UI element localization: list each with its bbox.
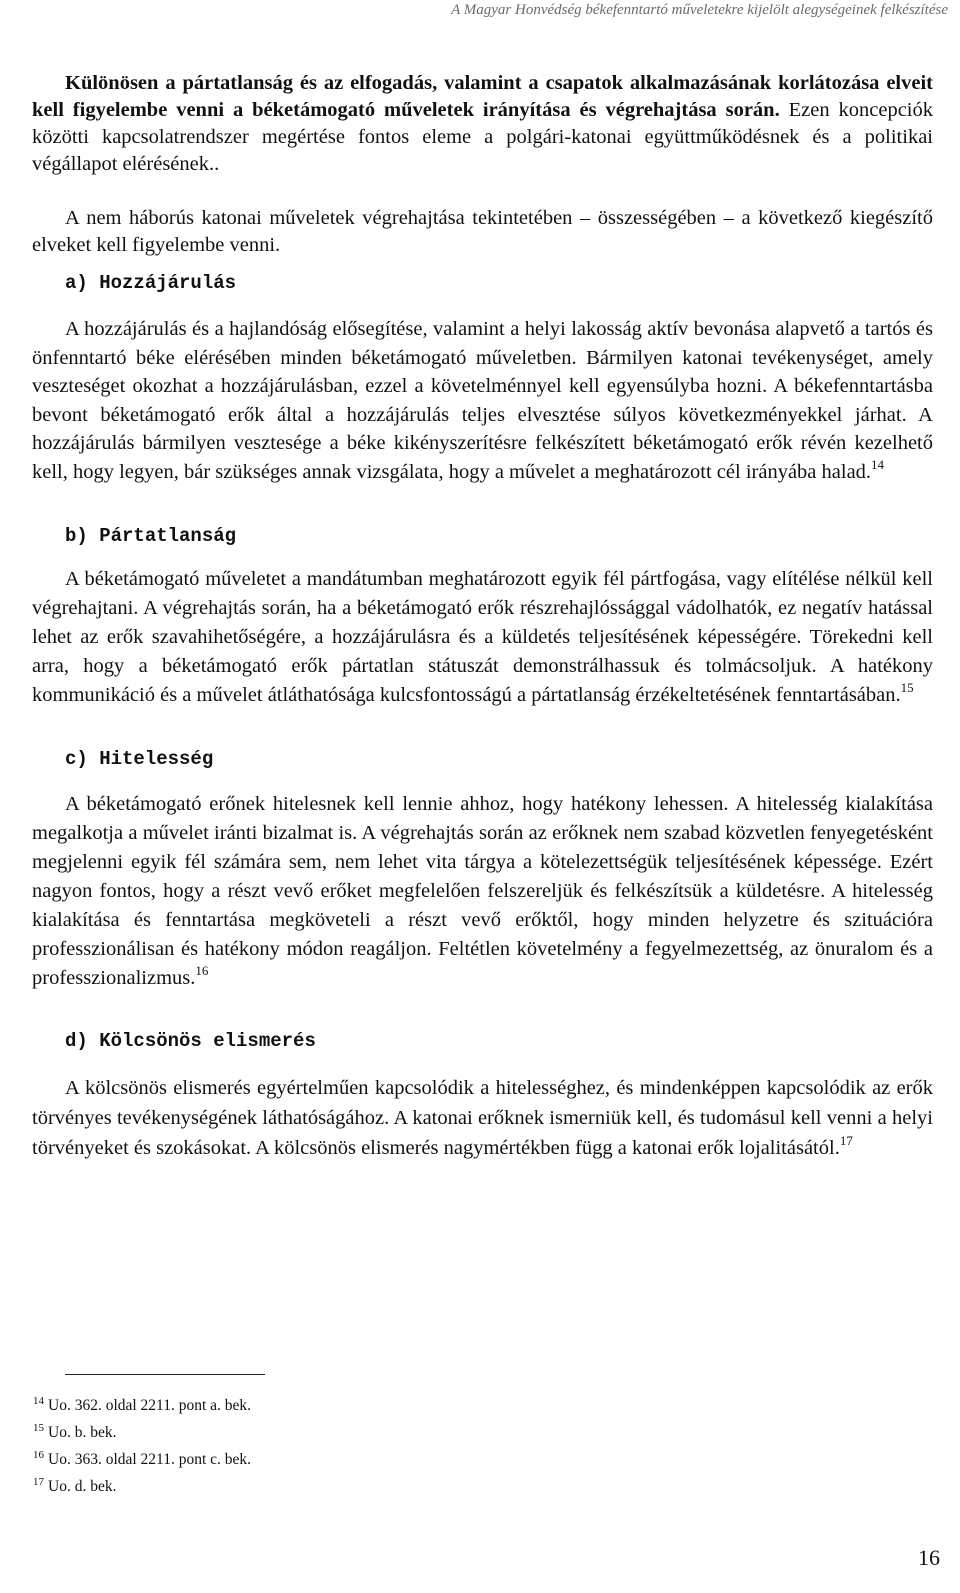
footnote-text: Uo. 362. oldal 2211. pont a. bek. — [48, 1397, 252, 1414]
intro-bold-text: Különösen a pártatlanság és az elfogadás, valamint a csapatok alkalmazásának korlátozása elveit kell figyelembe venni a béketámogató műveletek irányítása és végrehajtása során. — [32, 72, 933, 121]
footnote-number: 17 — [33, 1476, 44, 1488]
footnote-text: Uo. 363. oldal 2211. pont c. bek. — [48, 1451, 252, 1468]
section-text-d: A kölcsönös elismerés egyértelműen kapcsolódik a hitelességhez, és mindenképpen kapcsolódik az erők törvényes tevékenységének láthatóságához. A katonai erőknek ismerniük kell, és tudomásul kell venni a helyi törvényeket és szokásokat. A kölcsönös elismerés nagymértékben függ a katonai erők lojalitásától. — [32, 1077, 933, 1159]
footnote-14 — [33, 1393, 251, 1420]
section-heading-b: b) Pártatlanság — [65, 525, 237, 547]
section-body-c — [32, 790, 933, 994]
section-text-b: A béketámogató műveletet a mandátumban meghatározott egyik fél pártfogása, vagy elítélése nélkül kell végrehajtani. A végrehajtás során, ha a béketámogató erők részrehajlóssággal vádolhatók, ez negatív hatással lehet az erők szavahihetőségére, a hozzájárulásra és a küldetés teljesítésének képességére. Törekedni kell arra, hogy a béketámogató erők pártatlan státuszát demonstrálhassuk és tolmácsoljuk. A hatékony kommunikáció és a művelet átláthatósága kulcsfontosságú a pártatlanság érzékeltetésének fenntartásában. — [32, 568, 933, 706]
section-text-a: A hozzájárulás és a hajlandóság elősegítése, valamint a helyi lakosság aktív bevonása alapvető a tartós és önfenntartó béke elérésében minden béketámogató műveletben. Bármilyen katonai tevékenységet, amely veszteséget okozhat a hozzájárulásban, ezzel a követelménnyel kell egyensúlyba hozni. A békefenntartásba bevont béketámogató erők által a hozzájárulás teljes elvesztése súlyos következményekkel járhat. A hozzájárulás bármilyen vesztesége a béke kikényszerítésre felkészített béketámogató erők révén kezelhető kell, hogy legyen, bár szükséges annak vizsgálata, hogy a művelet a meghatározott cél irányába halad. — [32, 318, 933, 483]
footnote-17 — [33, 1474, 251, 1501]
footnote-number: 16 — [33, 1449, 44, 1461]
section-heading-a: a) Hozzájárulás — [65, 272, 237, 294]
footnotes — [33, 1393, 251, 1501]
footnote-15 — [33, 1420, 251, 1447]
section-body-b — [32, 565, 933, 711]
footnote-number: 14 — [33, 1395, 44, 1407]
footnote-text: Uo. d. bek. — [48, 1478, 117, 1495]
footnote-ref-14: 14 — [871, 456, 885, 472]
intro-paragraph — [32, 70, 933, 178]
footnote-ref-16: 16 — [195, 963, 209, 978]
section-body-a — [32, 315, 933, 488]
footnote-ref-15: 15 — [900, 680, 914, 695]
footnote-16 — [33, 1447, 251, 1474]
section-text-c: A béketámogató erőnek hitelesnek kell lennie ahhoz, hogy hatékony lehessen. A hitelesség kialakítása megalkotja a művelet iránti bizalmat is. A végrehajtás során az erőknek nem szabad közvetlen fenyegetésként megjelenni egyik fél számára sem, nem lehet vita tárgya a kötelezettségük teljesítésének képessége. Ezért nagyon fontos, hogy a részt vevő erőket megfelelően felszereljük és felkészítsük a küldetésre. A hitelesség kialakítása és fenntartása megköveteli a részt vevő erőktől, hogy minden helyzetre és szituációra professzionálisan és hatékony módon reagáljon. Feltétlen követelmény a fegyelmezettség, az önuralom és a professzionalizmus. — [32, 793, 933, 989]
footnote-ref-17: 17 — [839, 1133, 853, 1148]
section-body-d — [32, 1073, 933, 1165]
section-heading-c: c) Hitelesség — [65, 748, 214, 770]
footnote-separator — [65, 1374, 265, 1375]
page-number: 16 — [918, 1545, 940, 1570]
lead-paragraph: A nem háborús katonai műveletek végrehajtása tekintetében – összességében – a következő kiegészítő elveket kell figyelembe venni. — [32, 207, 933, 256]
running-header: A Magyar Honvédség békefenntartó műveletekre kijelölt alegységeinek felkészítése — [451, 2, 948, 18]
footnote-text: Uo. b. bek. — [48, 1424, 117, 1441]
section-heading-d: d) Kölcsönös elismerés — [65, 1030, 316, 1052]
footnote-number: 15 — [33, 1422, 44, 1434]
intro-normal-text: Ezen koncepciók közötti kapcsolatrendszer megértése fontos eleme a polgári-katonai együttműködésnek és a politikai végállapot elérésének.. — [32, 99, 933, 175]
